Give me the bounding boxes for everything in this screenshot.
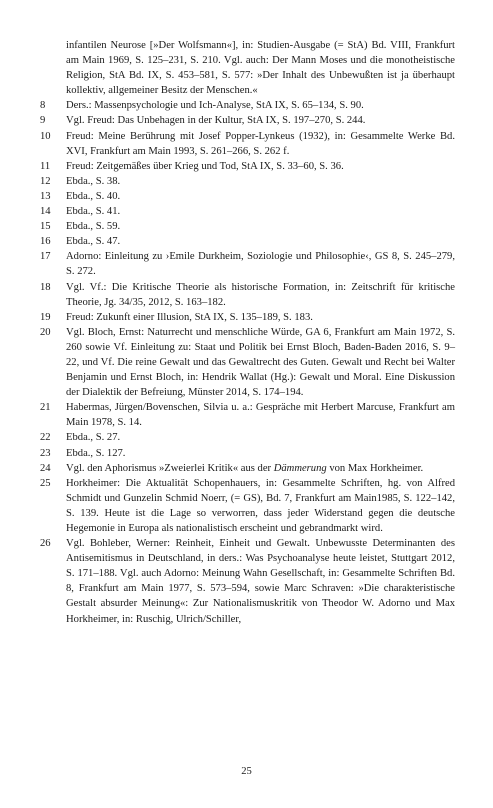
endnote-8 bbox=[40, 98, 455, 113]
endnote-number: 9 bbox=[40, 115, 46, 127]
endnote-21 bbox=[40, 400, 455, 430]
endnote-23 bbox=[40, 446, 455, 461]
endnote-9 bbox=[40, 113, 455, 128]
endnote-text-part: Vgl. den Aphorismus »Zweierlei Kritik« aus der bbox=[66, 462, 274, 474]
endnote-number: 8 bbox=[40, 100, 46, 112]
endnote-number: 20 bbox=[40, 326, 51, 338]
endnote-text: Ebda., S. 59. bbox=[66, 221, 121, 233]
endnote-text: Adorno: Einleitung zu ›Emile Durkheim, Soziologie und Philosophie‹, GS 8, S. 245–279, S. 272. bbox=[66, 251, 455, 278]
endnote-number: 19 bbox=[40, 311, 51, 323]
endnote-20 bbox=[40, 325, 455, 400]
endnote-13 bbox=[40, 189, 455, 204]
endnote-12 bbox=[40, 174, 455, 189]
endnote-number: 17 bbox=[40, 251, 51, 263]
endnote-text: Ebda., S. 47. bbox=[66, 236, 121, 248]
endnote-18 bbox=[40, 280, 455, 310]
endnote-19 bbox=[40, 310, 455, 325]
endnote-16 bbox=[40, 234, 455, 249]
endnote-15 bbox=[40, 219, 455, 234]
endnote-text-part: von Max Horkheimer. bbox=[326, 462, 424, 474]
endnote-text: Horkheimer: Die Aktualität Schopenhauers, in: Gesammelte Schriften, hg. von Alfred Schmidt und Gunzelin Schmid Noerr, (= GS), Bd. 7, Frankfurt am Main1985, S. 122–142, S. 139. Heute ist die Lage so verworren, dass jeder Widerstand gegen die deutsche Hegemonie in Europa als nationalistisch erscheint und gebrandmarkt wird. bbox=[66, 477, 455, 534]
endnote-7-continuation: infantilen Neurose [»Der Wolfsmann«], in: Studien-Ausgabe (= StA) Bd. VIII, Frankfurt am Main 1969, S. 125–231, S. 210. Vgl. auch: Der Mann Moses und die monotheistische Religion, StA Bd. IX, S. 453–581, S. 577: »Der Inhalt des Unbewußten ist ja überhaupt kollektiv, allgemeiner Besitz der Menschen.« bbox=[66, 40, 455, 97]
endnote-26 bbox=[40, 536, 455, 627]
endnote-text: Ebda., S. 127. bbox=[66, 447, 126, 459]
endnote-10 bbox=[40, 129, 455, 159]
endnote-number: 21 bbox=[40, 402, 51, 414]
endnote-text: Freud: Zukunft einer Illusion, StA IX, S. 135–189, S. 183. bbox=[66, 311, 313, 323]
endnote-number: 24 bbox=[40, 462, 51, 474]
endnote-17 bbox=[40, 249, 455, 279]
book-title-italic: Dämmerung bbox=[273, 462, 327, 474]
endnote-text: Ebda., S. 27. bbox=[66, 432, 121, 444]
endnote-number: 15 bbox=[40, 221, 51, 233]
endnote-number: 12 bbox=[40, 175, 51, 187]
endnote-text: Freud: Meine Berührung mit Josef Popper-Lynkeus (1932), in: Gesammelte Werke Bd. XVI, Frankfurt am Main 1993, S. 261–266, S. 262 f. bbox=[66, 130, 455, 157]
page-number: 25 bbox=[241, 766, 252, 777]
endnote-14 bbox=[40, 204, 455, 219]
endnote-text: Ebda., S. 40. bbox=[66, 190, 121, 202]
endnote-number: 25 bbox=[40, 477, 51, 489]
endnote-number: 23 bbox=[40, 447, 51, 459]
endnote-text: Vgl. Bohleber, Werner: Reinheit, Einheit und Gewalt. Unbewusste Determinanten des Antisemitismus in Deutschland, in ders.: Was Psychoanalyse heute leistet, Stuttgart 2012, S. 171–188. Vgl. auch Adorno: Meinung Wahn Gesellschaft, in: Gesammelte Schriften Bd. 8, Frankfurt am Main 1977, S. 573–594, sowie Marc Schraven: »Die charakteristische Gestalt absurder Meinung«: Zur Nationalismuskritik von Theodor W. Adorno und Max Horkheimer, in: Ruschig, Ulrich/Schiller, bbox=[66, 538, 455, 625]
endnote-22 bbox=[40, 430, 455, 445]
endnote-text: Habermas, Jürgen/Bovenschen, Silvia u. a.: Gespräche mit Herbert Marcuse, Frankfurt am Main 1978, S. 14. bbox=[66, 402, 455, 429]
endnote-text: Vgl. Vf.: Die Kritische Theorie als historische Formation, in: Zeitschrift für kritische Theorie, Jg. 34/35, 2012, S. 163–182. bbox=[66, 281, 455, 308]
endnote-number: 13 bbox=[40, 190, 51, 202]
endnote-number: 22 bbox=[40, 432, 51, 444]
endnote-11 bbox=[40, 159, 455, 174]
endnote-text bbox=[66, 461, 455, 476]
endnote-number: 14 bbox=[40, 206, 51, 218]
endnote-25 bbox=[40, 476, 455, 536]
endnote-number: 18 bbox=[40, 281, 51, 293]
endnote-number: 10 bbox=[40, 130, 51, 142]
endnote-text: Vgl. Bloch, Ernst: Naturrecht und menschliche Würde, GA 6, Frankfurt am Main 1972, S. 260 sowie Vf. Einleitung zu: Staat und Politik bei Ernst Bloch, Baden-Baden 2016, S. 9–22, und Vf. Die reine Gewalt und das Gewaltrecht des Guten. Gewalt und Recht bei Walter Benjamin und Ernst Bloch, in: Hendrik Wallat (Hg.): Gewalt und Moral. Eine Diskussion der Dialektik der Befreiung, Münster 2014, S. 174–194. bbox=[66, 326, 455, 399]
endnote-text: Ebda., S. 38. bbox=[66, 175, 121, 187]
endnotes-list bbox=[40, 38, 455, 627]
endnote-number: 16 bbox=[40, 236, 51, 248]
endnote-number: 11 bbox=[40, 160, 51, 172]
endnote-text: Freud: Zeitgemäßes über Krieg und Tod, StA IX, S. 33–60, S. 36. bbox=[66, 160, 344, 172]
endnote-text: Vgl. Freud: Das Unbehagen in der Kultur, StA IX, S. 197–270, S. 244. bbox=[66, 115, 366, 127]
endnote-text: Ders.: Massenpsychologie und Ich-Analyse, StA IX, S. 65–134, S. 90. bbox=[66, 100, 364, 112]
endnote-24 bbox=[40, 461, 455, 476]
endnote-text: Ebda., S. 41. bbox=[66, 206, 121, 218]
endnote-number: 26 bbox=[40, 538, 51, 550]
